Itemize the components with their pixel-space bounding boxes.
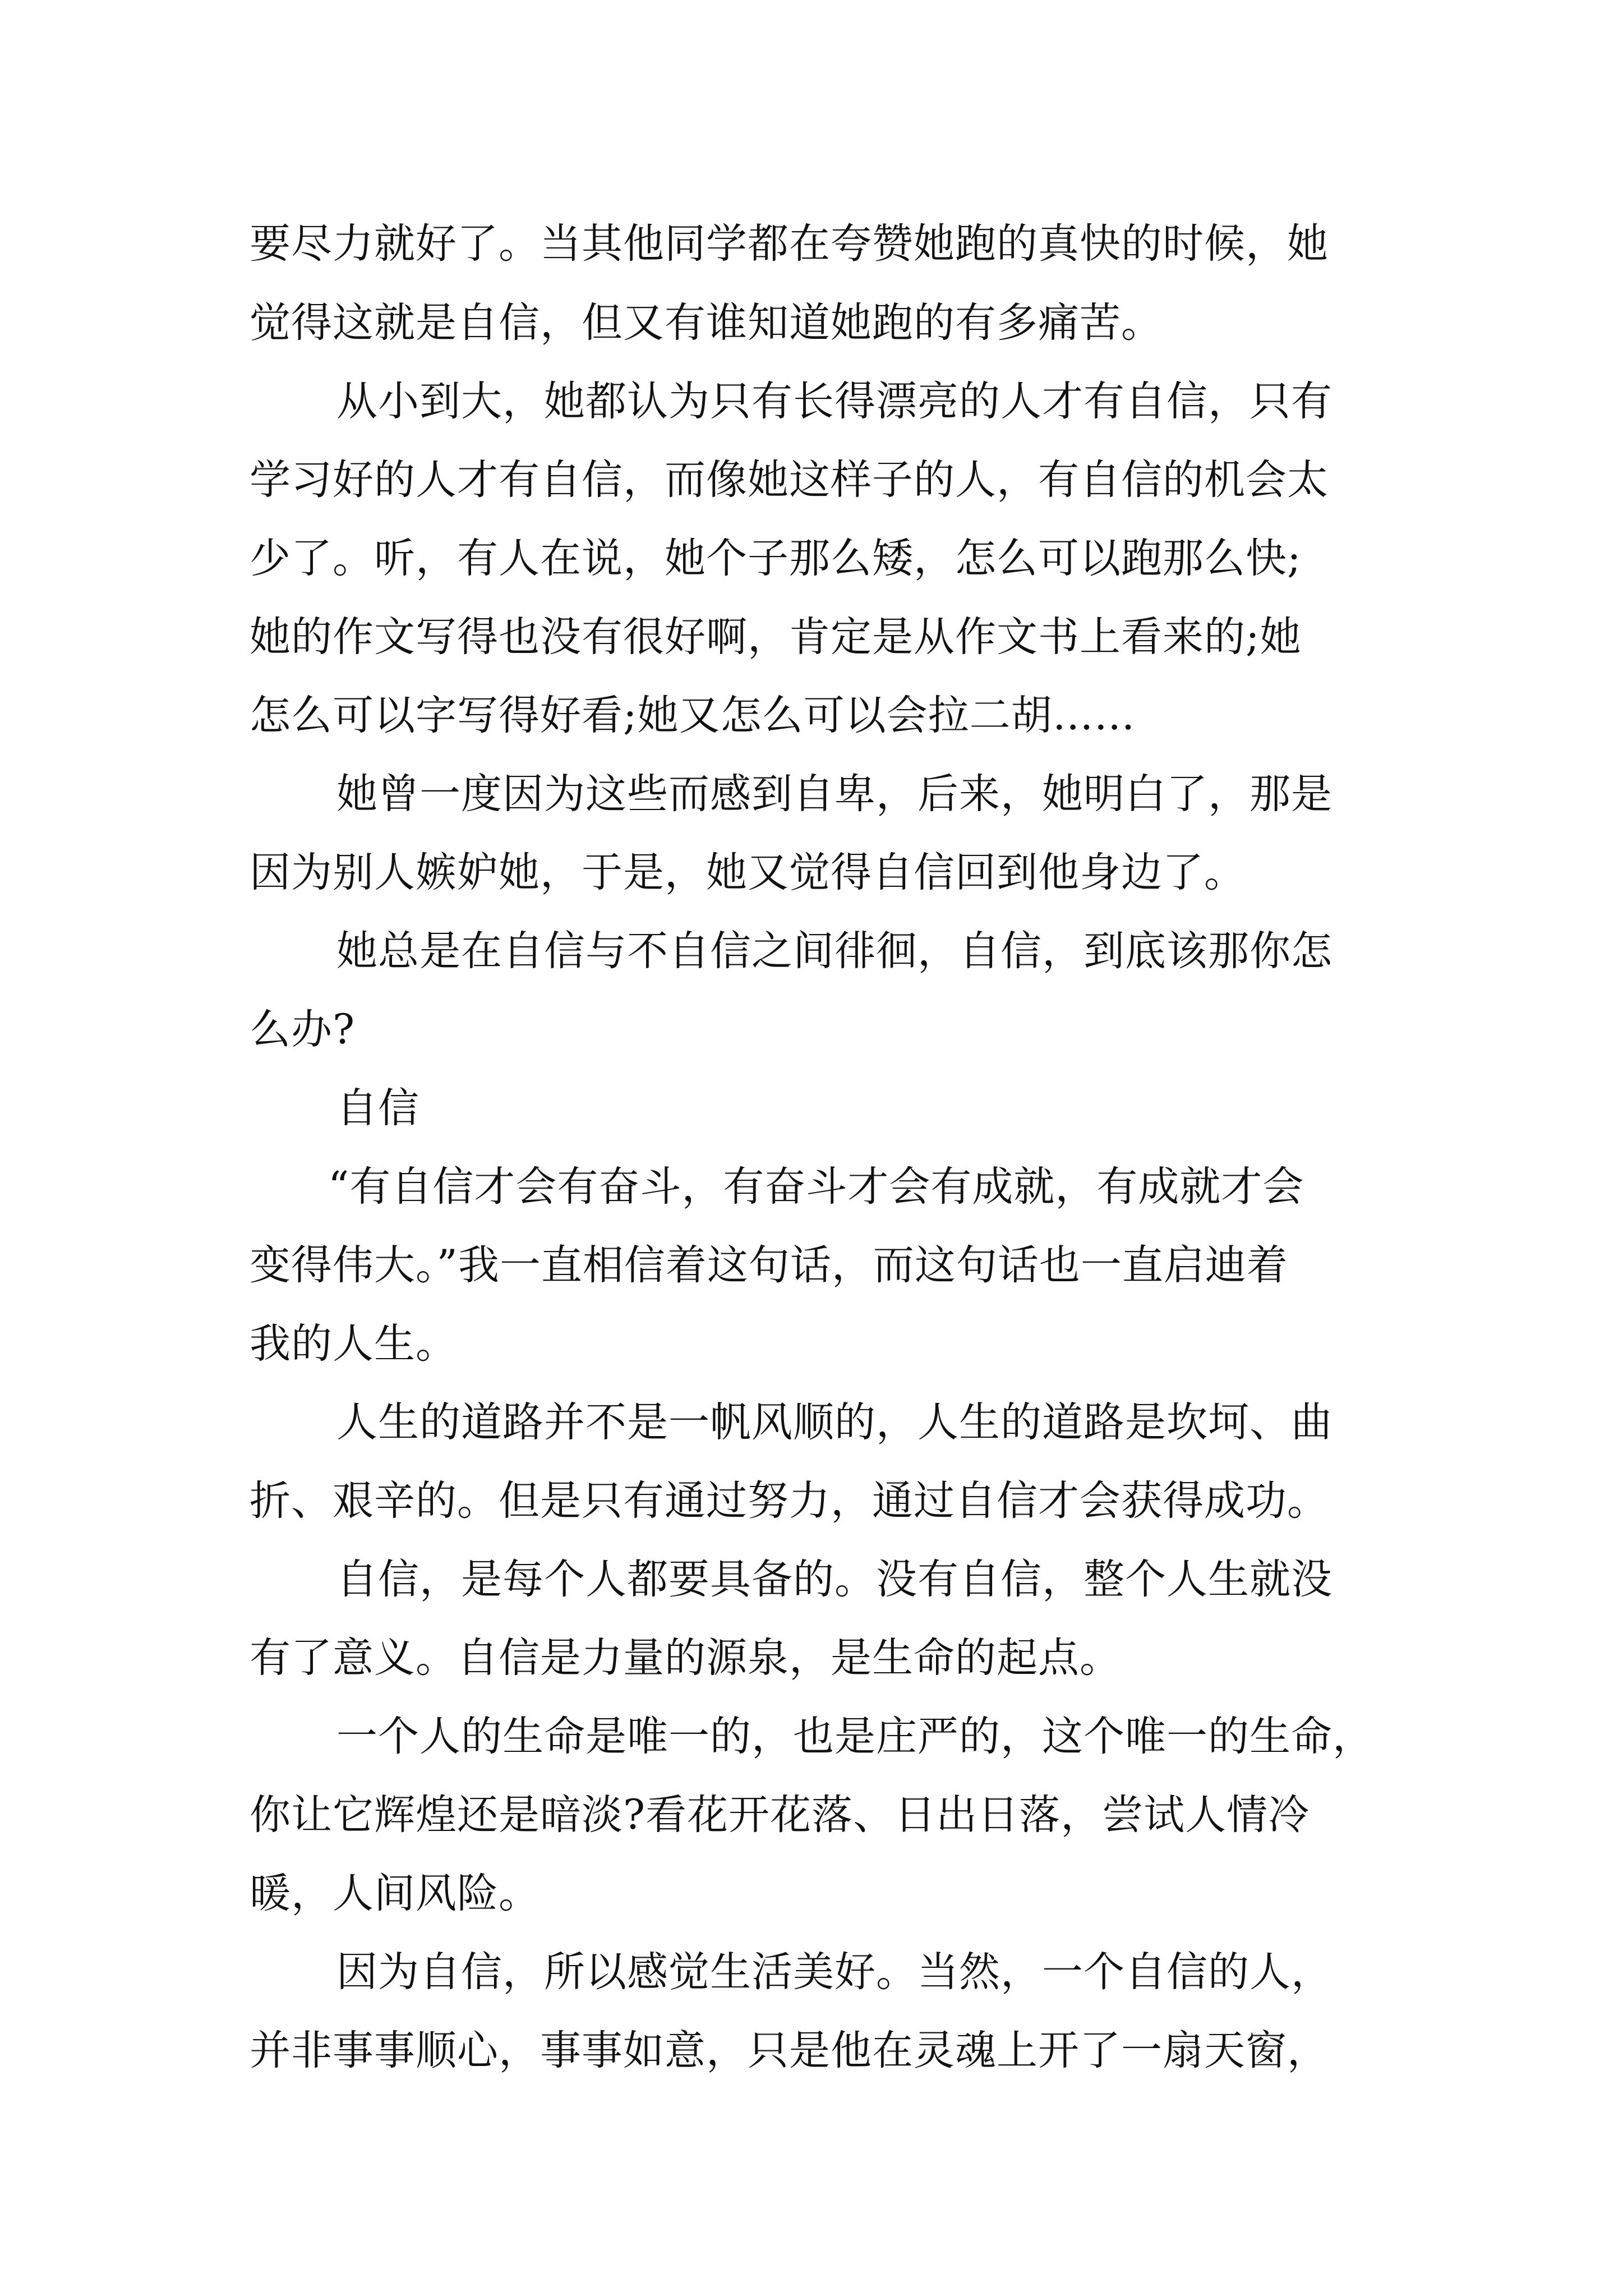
text-line: 学习好的人才有自信，而像她这样子的人，有自信的机会太 bbox=[250, 456, 1329, 504]
text-line: 变得伟大。”我一直相信着这句话，而这句话也一直启迪着 bbox=[250, 1241, 1288, 1289]
paragraph-first-line: 从小到大，她都认为只有长得漂亮的人才有自信，只有 bbox=[336, 378, 1332, 425]
paragraph-first-line: 人生的道路并不是一帆风顺的，人生的道路是坎坷、曲 bbox=[336, 1398, 1332, 1446]
paragraph-first-line: 因为自信，所以感觉生活美好。当然，一个自信的人， bbox=[336, 1948, 1332, 1996]
paragraph-first-line: 自信，是每个人都要具备的。没有自信，整个人生就没 bbox=[336, 1556, 1332, 1603]
section-heading: 自信 bbox=[336, 1084, 419, 1132]
text-line: 因为别人嫉妒她，于是，她又觉得自信回到他身边了。 bbox=[250, 849, 1246, 896]
paragraph-first-line: 一个人的生命是唯一的，也是庄严的，这个唯一的生命， bbox=[336, 1713, 1374, 1760]
text-line: 并非事事顺心，事事如意，只是他在灵魂上开了一扇天窗， bbox=[250, 2027, 1329, 2074]
paragraph-first-line: “有自信才会有奋斗，有奋斗才会有成就，有成就才会 bbox=[328, 1163, 1304, 1211]
text-line: 折、艰辛的。但是只有通过努力，通过自信才会获得成功。 bbox=[250, 1477, 1329, 1525]
paragraph-first-line: 她总是在自信与不自信之间徘徊，自信，到底该那你怎 bbox=[336, 927, 1332, 975]
text-line: 她的作文写得也没有很好啊，肯定是从作文书上看来的;她 bbox=[250, 613, 1302, 661]
text-line: 觉得这就是自信，但又有谁知道她跑的有多痛苦。 bbox=[250, 299, 1163, 347]
text-line: 少了。听，有人在说，她个子那么矮，怎么可以跑那么快; bbox=[250, 535, 1302, 582]
text-line: 暖，人间风险。 bbox=[250, 1870, 540, 1917]
text-line: 怎么可以字写得好看;她又怎么可以会拉二胡…… bbox=[250, 692, 1136, 739]
text-line: 么办? bbox=[250, 1006, 356, 1053]
text-line: 有了意义。自信是力量的源泉，是生命的起点。 bbox=[250, 1634, 1121, 1682]
paragraph-first-line: 她曾一度因为这些而感到自卑，后来，她明白了，那是 bbox=[336, 770, 1332, 818]
text-line: 你让它辉煌还是暗淡?看花开花落、日出日落，尝试人情冷 bbox=[250, 1791, 1310, 1839]
text-line: 我的人生。 bbox=[250, 1320, 457, 1368]
text-line: 要尽力就好了。当其他同学都在夸赞她跑的真快的时候，她 bbox=[250, 220, 1329, 268]
